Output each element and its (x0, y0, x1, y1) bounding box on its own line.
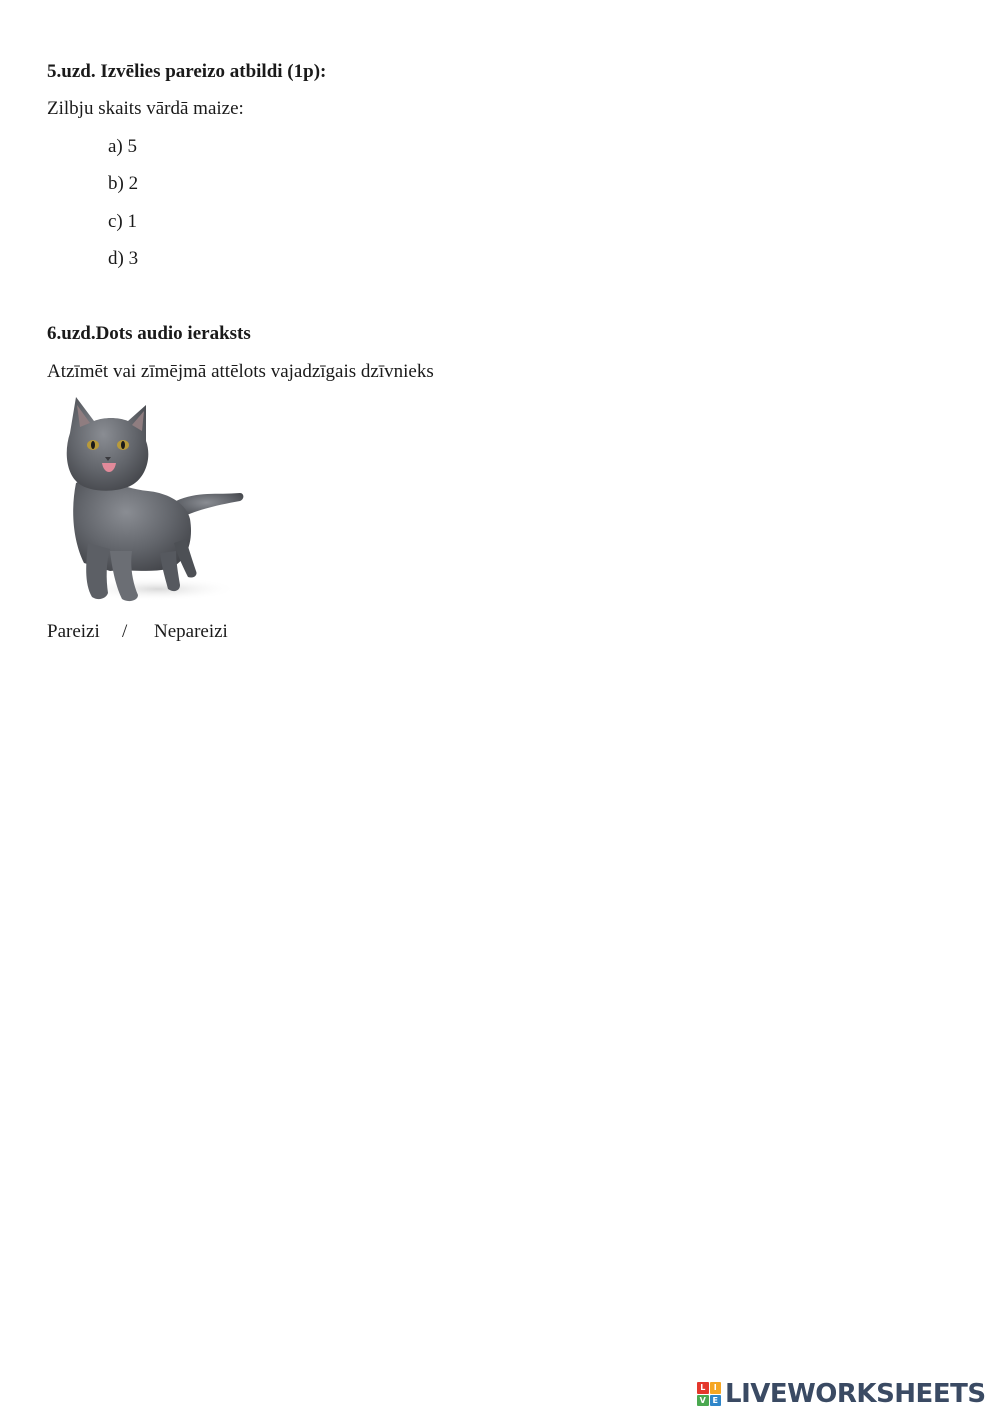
task5-question: Zilbju skaits vārdā maize: (47, 98, 244, 119)
task6-instruction: Atzīmēt vai zīmējmā attēlots vajadzīgais dzīvnieks (47, 361, 434, 382)
logo-letter-i: I (710, 1382, 722, 1394)
kitten-image (48, 393, 248, 605)
liveworksheets-logo-icon (697, 1382, 721, 1406)
logo-letter-l: L (697, 1382, 709, 1394)
liveworksheets-brand (697, 1378, 986, 1410)
answer-incorrect-option[interactable]: Nepareizi (154, 621, 228, 642)
logo-letter-e: E (710, 1395, 722, 1407)
brand-name: LIVEWORKSHEETS (725, 1379, 986, 1409)
task6-heading: 6.uzd.Dots audio ieraksts (47, 323, 251, 344)
answer-correct-option[interactable]: Pareizi (47, 621, 100, 642)
answer-separator: / (122, 621, 128, 642)
task5-option-a[interactable]: a) 5 (108, 136, 138, 157)
task5-option-b[interactable]: b) 2 (108, 173, 139, 194)
task5-heading: 5.uzd. Izvēlies pareizo atbildi (1p): (47, 61, 327, 82)
task5-option-c[interactable]: c) 1 (108, 211, 138, 232)
logo-letter-v: V (697, 1395, 709, 1407)
task5-option-d[interactable]: d) 3 (108, 248, 139, 269)
